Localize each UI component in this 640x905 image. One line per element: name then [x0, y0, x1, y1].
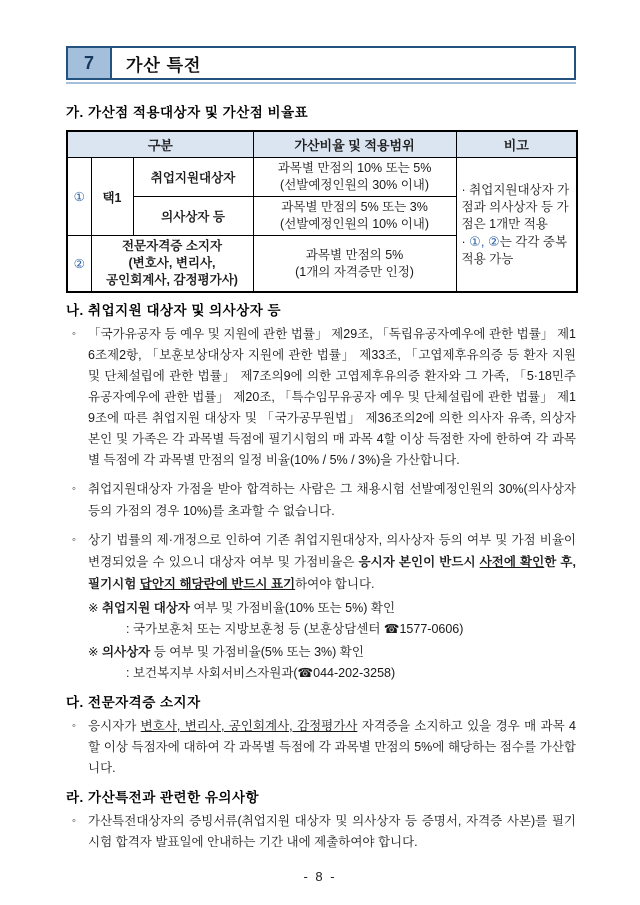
ratio-text: 과목별 만점의 5% 또는 3% — [281, 200, 428, 214]
ratio-scope-text: (선발예정인원의 30% 이내) — [280, 178, 430, 192]
remarks-cell — [456, 158, 577, 293]
col-header-ratio: 가산비율 및 적용범위 — [253, 131, 456, 158]
ratio-scope-text: (1개의 자격증만 인정) — [295, 264, 414, 279]
paragraph-limit-30: ◦ 취업지원대상자 가점을 받아 합격하는 사람은 그 채용시험 선발예정인원의 30%(의사상자 등의 가점의 경우 10%)를 초과할 수 없습니다. — [66, 478, 576, 522]
note-line-2: : 국가보훈처 또는 지방보훈청 등 (보훈상담센터 ☎1577-0606) — [126, 622, 464, 636]
target-name-cell: 의사상자 등 — [133, 197, 253, 236]
target-name-cell: 취업지원대상자 — [133, 158, 253, 197]
remark-item-1: · 취업지원대상자 가점과 의사상자 등 가점은 1개만 적용 — [461, 182, 570, 231]
heading-ga: 가. 가산점 적용대상자 및 가산점 비율표 — [66, 105, 309, 120]
bullet-icon: ◦ — [72, 815, 76, 827]
circled-number-1: ① — [67, 158, 91, 236]
note-line-1: ※ 취업지원 대상자 여부 및 가점비율(10% 또는 5%) 확인 — [88, 601, 396, 615]
paragraph-laws: ◦ 「국가유공자 등 예우 및 지원에 관한 법률」 제29조, 「독립유공자예우에 관한 법률」 제16조제2항, 「보훈보상대상자 지원에 관한 법률」 제33조, 「고엽제후유의증 등 환자 지원 및 단체설립에 관한 법률」 제7조의9에 의한 고엽제후유의증 환자와 그 가족, 「5·18민주유공자예우에 관한 법률」 제20조, 「특수임무유공자 예우 및 단체설립에 관한 법률」 제19조에 따른 취업지원 대상자 및 「국가공무원법」 제36조의2에 의한 의사자 유족, 의상자 본인 및 가족은 각 과목별 득점에 필기시험의 매 과목 4할 이상 득점한 자에 한하여 각 과목별 득점에 각 과목별 만점의 일정 비율(10% / 5% / 3%)을 가산합니다. — [66, 324, 576, 471]
paragraph-license-bonus: ◦ 응시자가 변호사, 변리사, 공인회계사, 감정평가사 자격증을 소지하고 있을 경우 매 과목 4할 이상 득점자에 대하여 각 과목별 득점에 각 과목별 만점의 5%에 해당하는 점수를 가산합니다. — [66, 716, 576, 779]
bullet-icon: ◦ — [72, 328, 76, 340]
ratio-cell — [253, 197, 456, 236]
heading-na: 나. 취업지원 대상자 및 의사상자 등 — [66, 303, 282, 318]
note-marker: ※ — [88, 601, 102, 615]
note-employment-support-check — [66, 598, 576, 640]
circled-numbers-1-2: ①, ② — [469, 233, 500, 249]
page-number: - 8 - — [303, 869, 337, 884]
section-header-underline — [66, 82, 576, 84]
note-line-2: : 보건복지부 사회서비스자원과(☎044-202-3258) — [126, 666, 396, 680]
ratio-cell — [253, 236, 456, 293]
col-header-note: 비고 — [456, 131, 577, 158]
circled-number-2: ② — [67, 236, 91, 293]
section-number-badge: 7 — [68, 48, 112, 78]
section-title: 가산 특전 — [126, 55, 202, 75]
bullet-icon: ◦ — [72, 483, 76, 495]
ratio-scope-text: (선발예정인원의 10% 이내) — [280, 217, 430, 231]
heading-da: 다. 전문자격증 소지자 — [66, 695, 201, 710]
col-header-category: 구분 — [67, 131, 253, 158]
note-marker: ※ — [88, 645, 102, 659]
ratio-text: 과목별 만점의 10% 또는 5% — [277, 161, 432, 175]
table-row-employment-support — [67, 158, 577, 197]
note-line-1: ※ 의사상자 등 여부 및 가점비율(5% 또는 3%) 확인 — [88, 645, 364, 659]
bullet-icon: ◦ — [72, 720, 76, 732]
section-header — [66, 46, 576, 84]
paragraph-verify-before: ◦ 상기 법률의 제·개정으로 인하여 기존 취업지원대상자, 의사상자 등의 여부 및 가점 비율이 변경되었을 수 있으니 대상자 여부 및 가점비율은 응시자 본인이 반드시 사전에 확인한 후, 필기시험 답안지 해당란에 반드시 표기하여야 합니다. — [66, 529, 576, 595]
heading-ra: 라. 가산특전과 관련한 유의사항 — [66, 790, 260, 805]
remark-item-2: · ①, ②는 각각 중복 적용 가능 — [461, 233, 568, 266]
ratio-cell — [253, 158, 456, 197]
select-one-cell: 택1 — [91, 158, 133, 236]
bullet-icon: ◦ — [72, 534, 76, 546]
target-name-cell: 전문자격증 소지자 (변호사, 변리사, 공인회계사, 감정평가사) — [91, 236, 253, 293]
section-header-bar — [66, 46, 576, 80]
note-righteous-person-check — [66, 642, 576, 684]
bonus-ratio-table — [66, 130, 578, 293]
ratio-text: 과목별 만점의 5% — [305, 247, 404, 262]
table-header-row — [67, 131, 577, 158]
paragraph-document-submission: ◦ 가산특전대상자의 증빙서류(취업지원 대상자 및 의사상자 등 증명서, 자격증 사본)를 필기시험 합격자 발표일에 안내하는 기간 내에 제출하여야 합니다. — [66, 811, 576, 853]
